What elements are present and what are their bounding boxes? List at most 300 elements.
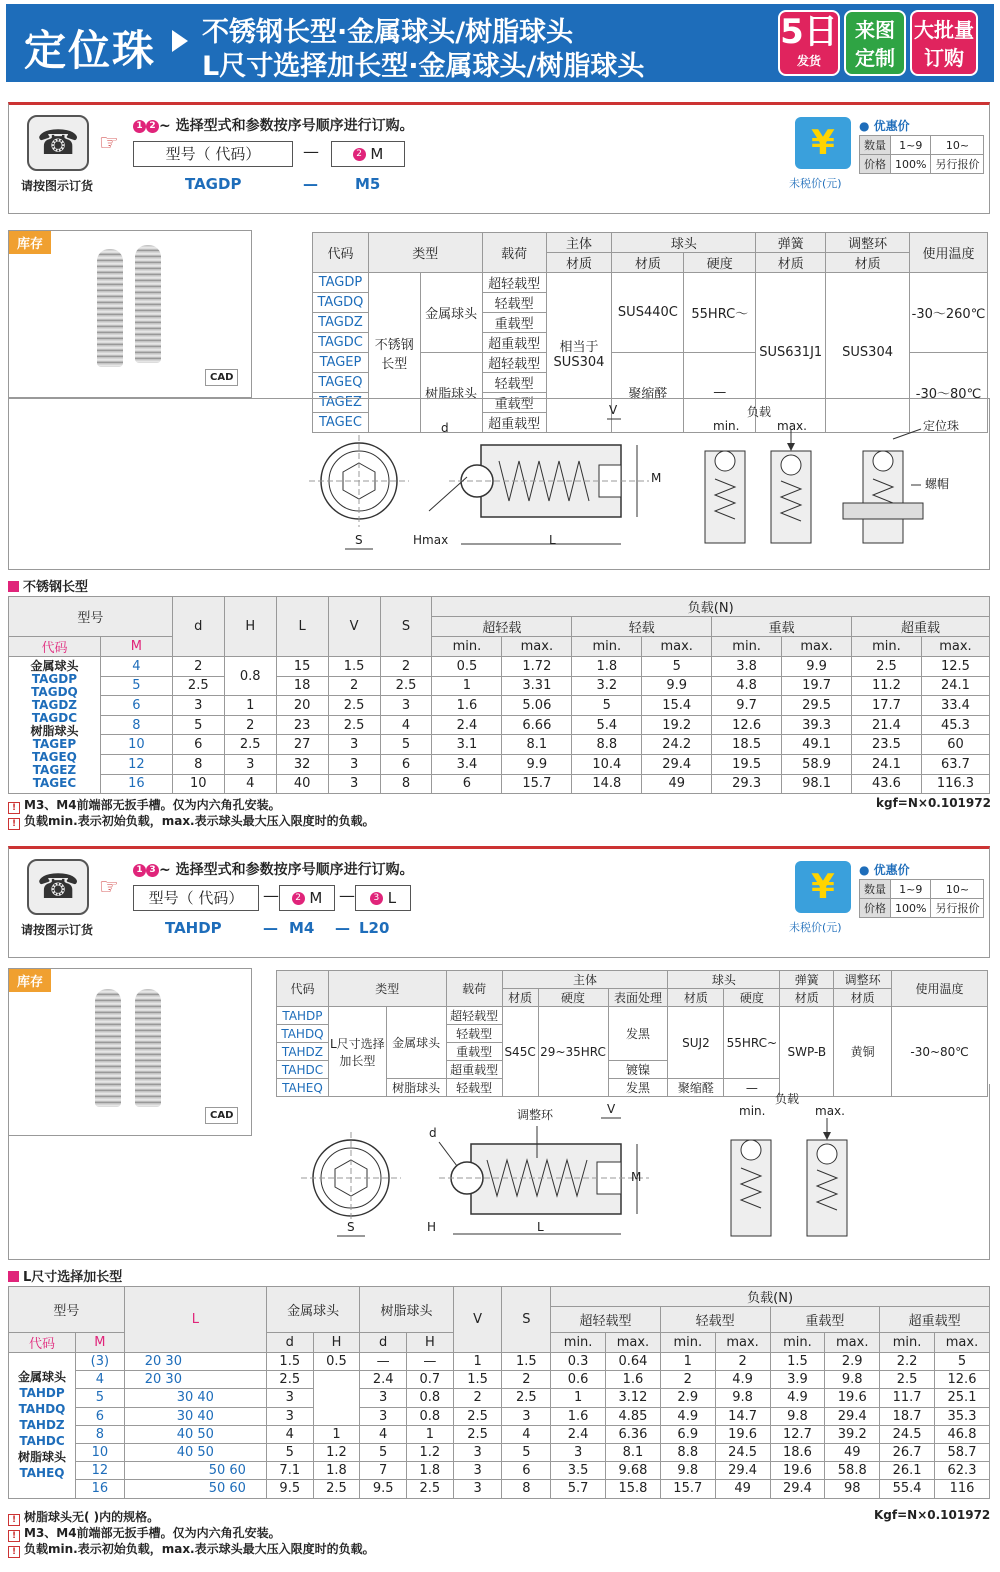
table-cell: 49.1: [782, 735, 852, 755]
table-cell: 63.7: [921, 754, 989, 774]
table-cell: 3: [453, 1443, 502, 1461]
table-row: [9, 676, 990, 696]
table-cell: 9.8: [660, 1462, 715, 1480]
table-cell: 15.4: [642, 696, 712, 716]
row-code: TAGDC: [31, 711, 78, 726]
table-cell: 7: [360, 1462, 407, 1480]
table-row: [9, 657, 990, 677]
pointing-hand-icon: ☞: [99, 875, 119, 900]
table-cell: 2.5: [453, 1425, 502, 1443]
table-cell: 9.5: [360, 1480, 407, 1498]
table-cell: 2.5: [313, 1480, 360, 1498]
table-cell: 0.3: [551, 1353, 606, 1371]
table-cell: 29.5: [782, 696, 852, 716]
note-2c: ! 负载min.表示初始负载，max.表示球头最大压入限度时的负载。: [8, 1540, 375, 1558]
table-cell: 4: [76, 1371, 125, 1389]
table-cell: 4.9: [660, 1407, 715, 1425]
table-cell: 12.6: [935, 1371, 990, 1389]
table-cell: 9.9: [782, 657, 852, 677]
table-cell: 6: [380, 754, 432, 774]
table-cell: 8: [100, 715, 172, 735]
table-row: [9, 1425, 990, 1443]
label-ball: 定位珠: [923, 419, 960, 433]
table-cell: 14.7: [715, 1407, 770, 1425]
note-1a: ! M3、M4前端部无扳手槽。仅为内六角孔安装。: [8, 796, 281, 814]
table-cell: 19.7: [782, 676, 852, 696]
table-cell: 25.1: [935, 1389, 990, 1407]
table-cell: 9.8: [825, 1371, 880, 1389]
table-row: [9, 1443, 990, 1461]
table-cell: 27: [276, 735, 328, 755]
table-cell: 4: [502, 1425, 551, 1443]
table-cell: 24.5: [880, 1425, 935, 1443]
table-cell: 2.5: [224, 735, 276, 755]
table-cell: 2.4: [432, 715, 502, 735]
table-cell: 3.1: [432, 735, 502, 755]
table-cell: 40: [276, 774, 328, 794]
spec-table-4: 型号 L 金属球头 树脂球头 V S 负载(N) 超轻载型 轻载型 重载型 超重载型 代码 M d H d H min. max. min. max. min. max. min. max. 金属球头 TAHDP TAHDQ TAHDZ TAHDC 树脂球头 TAHEQ (3) 20 30 1.5 0.5 — — 1 1.5 0.3 0.64 1 2 1.5 2.9 2.2 5 4 20 30 2.5 2.4 0.7 1.5 2 0.6 1.6 2 4.9 3.9 9.8 2.5 12.6 5 30 40 3 3 0.8 2 2.5 1 3.12 2.9 9.8 4.9 19.6 11.7 25.1 6 30 40 3 3 0.8 2.5 3 1.6 4.85 4.9 14.7 9.8 29.4 18.7 35.3 8 40 50 4 1 4 1 2.5 4 2.4 6.36 6.9 19.6 12.7 39.2 24.5 46.8 10 40 50 5 1.2 5 1.2 3 5 3 8.1 8.8 24.5 18.6 49 26.7 58.7 12 50 60 7.1 1.8 7 1.8 3 6 3.5 9.68 9.8 29.4 19.6 58.8 26.1 62.3 16 50 60 9.5 2.5 9.5 2.5 3 8 5.7 15.8 15.7 49 29.4 98 55.4 116: [8, 1286, 990, 1499]
table-cell: 3.5: [551, 1462, 606, 1480]
row-code: 树脂球头: [30, 724, 79, 739]
row-code: TAHDC: [19, 1434, 65, 1449]
table-cell: 40 50: [124, 1425, 266, 1443]
example-m: M4: [289, 919, 315, 937]
label-m: M: [651, 471, 662, 485]
table-cell: 3.4: [432, 754, 502, 774]
kgf-note-2: Kgf=N×0.101972: [874, 1508, 991, 1522]
table-row: [9, 1462, 990, 1480]
table-cell: 9.68: [606, 1462, 661, 1480]
example-l: L20: [359, 919, 390, 937]
table-cell: 8: [172, 754, 224, 774]
table-cell: 18.7: [880, 1407, 935, 1425]
label-s: S: [355, 533, 363, 547]
table-cell: 0.5: [313, 1353, 360, 1371]
table-cell: 16: [100, 774, 172, 794]
table-cell: 19.2: [642, 715, 712, 735]
table-cell: 6: [76, 1407, 125, 1425]
table-cell: 1.72: [502, 657, 572, 677]
row-code: TAGEP: [32, 737, 77, 752]
table-cell: 29.4: [825, 1407, 880, 1425]
table-cell: 6: [172, 735, 224, 755]
table-cell: 12: [100, 754, 172, 774]
table-cell: 20 30: [124, 1371, 266, 1389]
table-cell: 1.5: [266, 1353, 313, 1371]
yen-icon: ¥: [795, 117, 851, 169]
table-cell: 2.5: [880, 1371, 935, 1389]
table-cell: 18: [276, 676, 328, 696]
table-row: [9, 1389, 990, 1407]
table-cell: 2.5: [407, 1480, 454, 1498]
table-row: [9, 715, 990, 735]
example-m: M5: [355, 175, 381, 193]
label-h: H: [427, 1220, 437, 1234]
table-cell: —: [407, 1353, 454, 1371]
row-code: TAHDP: [19, 1386, 65, 1401]
table-cell: 2: [328, 676, 380, 696]
label-m: M: [631, 1170, 642, 1184]
table-cell: 19.6: [825, 1389, 880, 1407]
product-image-1: [8, 230, 252, 398]
table-cell: 8.1: [502, 735, 572, 755]
table-cell: 2: [172, 657, 224, 677]
table-cell: 3.12: [606, 1389, 661, 1407]
table-cell: 0.8: [224, 657, 276, 696]
diagram-2: [8, 1084, 990, 1260]
note-2b: ! M3、M4前端部无扳手槽。仅为内六角孔安装。: [8, 1524, 281, 1542]
dash: —: [335, 919, 350, 937]
table-cell: 1: [407, 1425, 454, 1443]
table-cell: —: [360, 1353, 407, 1371]
table-cell: 116.3: [921, 774, 989, 794]
table-cell: 40 50: [124, 1443, 266, 1461]
label-d: d: [441, 421, 449, 435]
table-cell: 4.9: [715, 1371, 770, 1389]
table-cell: 10: [172, 774, 224, 794]
table-cell: 24.1: [921, 676, 989, 696]
table-cell: 49: [825, 1443, 880, 1461]
table-cell: 3: [380, 696, 432, 716]
table-row: [9, 696, 990, 716]
table-cell: 5.06: [502, 696, 572, 716]
table-cell: 1.2: [407, 1443, 454, 1461]
yen-icon: ¥: [795, 861, 851, 913]
label-load: 负载: [775, 1092, 800, 1106]
table-cell: 0.5: [432, 657, 502, 677]
table-cell: 24.2: [642, 735, 712, 755]
row-code: TAHEQ: [19, 1466, 65, 1481]
phone-label: 请按图示订货: [21, 179, 94, 193]
table-row: [9, 735, 990, 755]
header-line2: L尺寸选择加长型·金属球头/树脂球头: [202, 51, 645, 82]
table-cell: 10.4: [572, 754, 642, 774]
table-cell: 8.1: [606, 1443, 661, 1461]
table-cell: 98: [825, 1480, 880, 1498]
table-cell: 8: [502, 1480, 551, 1498]
table-cell: 3: [502, 1407, 551, 1425]
label-nut: 螺帽: [925, 477, 950, 491]
example-code: TAHDP: [165, 919, 222, 937]
table-cell: 11.2: [852, 676, 922, 696]
dash: —: [339, 886, 355, 905]
table-cell: 18.5: [712, 735, 782, 755]
header-title: 定位珠: [24, 26, 157, 75]
table-cell: 2.5: [328, 696, 380, 716]
stock-label: 库存: [9, 231, 51, 254]
header-arrow-icon: [172, 30, 188, 52]
table-cell: 8.8: [660, 1443, 715, 1461]
dash: —: [303, 175, 318, 193]
cad-icon[interactable]: CAD: [205, 1107, 238, 1124]
table-cell: 2: [224, 715, 276, 735]
table-cell: 24.1: [852, 754, 922, 774]
order-box-2: [8, 846, 990, 958]
row-code: TAGEC: [32, 776, 77, 791]
table-cell: 8: [380, 774, 432, 794]
table-row: [9, 1353, 990, 1371]
table-cell: 3: [551, 1443, 606, 1461]
table-cell: 5: [172, 715, 224, 735]
label-s: S: [347, 1220, 355, 1234]
table-cell: 0.7: [407, 1371, 454, 1389]
table-cell: 1.6: [432, 696, 502, 716]
table-cell: 3: [453, 1462, 502, 1480]
table-cell: 32: [276, 754, 328, 774]
table-cell: 2.5: [172, 676, 224, 696]
table-cell: 30 40: [124, 1407, 266, 1425]
spec-table-3: 代码 类型 载荷 主体 球头 弹簧 调整环 使用温度 材质 硬度 表面处理 材质 硬度 材质 材质 TAHDP L尺寸选择加长型 金属球头 超轻载型 S45C 29~35HRC 发黑 SUJ2 55HRC~ SWP-B 黄铜 -30~80℃ TAHDQ 轻载型 TAHDZ 重载型 TAHDC 超重载型 镀镍 TAHEQ 树脂球头 轻载型 发黑 聚缩醛 —: [276, 970, 988, 1097]
label-max: max.: [815, 1104, 845, 1118]
badge-bulk: 大批量 订购: [910, 10, 978, 76]
row-code: TAGEQ: [32, 750, 77, 765]
table-cell: 43.6: [852, 774, 922, 794]
screw-image: [97, 249, 123, 367]
label-load: 负载: [747, 405, 772, 419]
table-cell: 6: [100, 696, 172, 716]
table-cell: 46.8: [935, 1425, 990, 1443]
label-min: min.: [713, 419, 740, 433]
table-cell: 16: [76, 1480, 125, 1498]
table-cell: 1.8: [313, 1462, 360, 1480]
m-box[interactable]: 2 M: [331, 141, 405, 167]
table-cell: 33.4: [921, 696, 989, 716]
table-cell: 0.64: [606, 1353, 661, 1371]
table-cell: 3: [360, 1389, 407, 1407]
table-cell: 9.5: [266, 1480, 313, 1498]
table-cell: 3.2: [572, 676, 642, 696]
cad-icon[interactable]: CAD: [205, 369, 238, 386]
table-cell: 2.5: [502, 1389, 551, 1407]
table-cell: 2: [453, 1389, 502, 1407]
row-code: 树脂球头: [18, 1450, 67, 1465]
label-v: V: [609, 403, 618, 417]
table-cell: 2.5: [453, 1407, 502, 1425]
table-cell: 4.8: [712, 676, 782, 696]
table-cell: 4: [100, 657, 172, 677]
table-cell: 2.5: [266, 1371, 313, 1389]
table-cell: 1: [660, 1353, 715, 1371]
table-cell: 18.6: [770, 1443, 825, 1461]
table-cell: 10: [100, 735, 172, 755]
table-cell: 15: [276, 657, 328, 677]
table-row: [9, 1407, 990, 1425]
table-cell: 12.5: [921, 657, 989, 677]
row-code: TAHDQ: [18, 1402, 66, 1417]
page-header: [6, 4, 994, 82]
row-code: TAHDZ: [19, 1418, 65, 1433]
table-cell: 1: [551, 1389, 606, 1407]
table-cell: 98.1: [782, 774, 852, 794]
table-cell: 23.5: [852, 735, 922, 755]
price-table: 数量 1~9 10~ 价格 100% 另行报价: [859, 879, 984, 918]
table-cell: 58.9: [782, 754, 852, 774]
table-cell: 1: [453, 1353, 502, 1371]
kgf-note-1: kgf=N×0.101972: [876, 796, 991, 810]
pointing-hand-icon: ☞: [99, 131, 119, 156]
table-cell: 20 30: [124, 1353, 266, 1371]
table-cell: 2.5: [380, 676, 432, 696]
table-cell: 49: [715, 1480, 770, 1498]
header-line1: 不锈钢长型·金属球头/树脂球头: [202, 17, 574, 48]
table-row: [9, 1480, 990, 1498]
table-cell: 0.6: [551, 1371, 606, 1389]
table-cell: 8: [76, 1425, 125, 1443]
untaxed-label: 未税价(元): [789, 177, 842, 190]
table-cell: 6: [432, 774, 502, 794]
table-cell: 2.2: [880, 1353, 935, 1371]
section-title-2: L尺寸选择加长型: [8, 1266, 122, 1285]
table-cell: 2.4: [551, 1425, 606, 1443]
dash: —: [303, 142, 319, 161]
table-cell: 9.7: [712, 696, 782, 716]
spec-table-1: 代码 类型 载荷 主体 球头 弹簧 调整环 使用温度 材质 材质 硬度 材质 材质 TAGDP 不锈钢长型 金属球头 超轻载型 相当于SUS304 SUS440C 55HRC～ SUS631J1 SUS304 -30～260℃ TAGDQ 轻载型 TAGDZ 重载型 TAGDC 超重载型 TAGEP 树脂球头 超轻载型 聚缩醛 — -30～80℃ TAGEQ 轻载型 TAGEZ 重载型 TAGEC 超重载型: [312, 232, 988, 433]
table-cell: 15.8: [606, 1480, 661, 1498]
table-cell: 1: [224, 696, 276, 716]
table-cell: 1.5: [328, 657, 380, 677]
table-cell: 6.9: [660, 1425, 715, 1443]
table-cell: 4: [224, 774, 276, 794]
table-cell: 8.8: [572, 735, 642, 755]
table-cell: 6: [502, 1462, 551, 1480]
table-row: [9, 754, 990, 774]
model-code-box[interactable]: 型号（ 代码）: [133, 885, 259, 911]
discount-header: ● 优惠价: [859, 119, 910, 133]
table-cell: 14.8: [572, 774, 642, 794]
table-cell: 5: [360, 1443, 407, 1461]
table-cell: 21.4: [852, 715, 922, 735]
phone-icon: ☎: [27, 859, 89, 915]
dimension-drawing-1: [9, 399, 989, 569]
stock-label: 库存: [9, 969, 51, 992]
table-cell: 2.5: [852, 657, 922, 677]
order-box-1: [8, 102, 990, 214]
table-cell: 5.7: [551, 1480, 606, 1498]
table-cell: 3: [328, 735, 380, 755]
table-cell: 7.1: [266, 1462, 313, 1480]
table-cell: 58.8: [825, 1462, 880, 1480]
table-cell: 12.7: [770, 1425, 825, 1443]
diagram-1: [8, 398, 990, 570]
discount-header: ● 优惠价: [859, 863, 910, 877]
row-code: 金属球头: [30, 659, 79, 674]
table-cell: 26.7: [880, 1443, 935, 1461]
table-cell: 9.9: [642, 676, 712, 696]
table-cell: 4.9: [770, 1389, 825, 1407]
untaxed-label: 未税价(元): [789, 921, 842, 934]
table-cell: 3: [453, 1480, 502, 1498]
table-cell: 6.66: [502, 715, 572, 735]
table-cell: 2: [660, 1371, 715, 1389]
table-cell: 29.4: [715, 1462, 770, 1480]
table-cell: 3: [328, 754, 380, 774]
table-cell: 1.5: [502, 1353, 551, 1371]
table-cell: 2: [380, 657, 432, 677]
table-cell: 55.4: [880, 1480, 935, 1498]
table-cell: 45.3: [921, 715, 989, 735]
table-cell: 1.8: [407, 1462, 454, 1480]
table-cell: 10: [76, 1443, 125, 1461]
badge-custom: 来图 定制: [844, 10, 906, 76]
table-cell: 5: [100, 676, 172, 696]
l-box[interactable]: 3 L: [355, 885, 411, 911]
table-cell: 5: [380, 735, 432, 755]
badge-5day: 5日 发货: [778, 10, 840, 76]
table-cell: 1.8: [572, 657, 642, 677]
table-cell: 5: [935, 1353, 990, 1371]
table-cell: 19.6: [770, 1462, 825, 1480]
row-code: TAGDQ: [31, 685, 78, 700]
table-cell: 9.9: [502, 754, 572, 774]
row-code: TAGEZ: [32, 763, 77, 778]
table-cell: 49: [642, 774, 712, 794]
table-cell: 3: [266, 1407, 313, 1425]
m-box[interactable]: 2 M: [279, 885, 335, 911]
table-cell: 29.4: [642, 754, 712, 774]
note-1b: ! 负载min.表示初始负载，max.表示球头最大压入限度时的负载。: [8, 812, 375, 830]
table-cell: 4: [266, 1425, 313, 1443]
table-cell: 1.5: [770, 1353, 825, 1371]
model-code-box[interactable]: 型号（ 代码）: [133, 141, 293, 167]
table-cell: 19.5: [712, 754, 782, 774]
table-cell: 30 40: [124, 1389, 266, 1407]
table-cell: 19.6: [715, 1425, 770, 1443]
section-title-1: 不锈钢长型: [8, 576, 88, 595]
table-cell: 12.6: [712, 715, 782, 735]
table-cell: 2: [715, 1353, 770, 1371]
phone-icon: ☎: [27, 115, 89, 171]
table-cell: 15.7: [502, 774, 572, 794]
table-cell: 3: [328, 774, 380, 794]
label-l: L: [537, 1220, 544, 1234]
table-cell: 2.9: [825, 1353, 880, 1371]
table-cell: 2.4: [360, 1371, 407, 1389]
table-cell: 50 60: [124, 1462, 266, 1480]
table-cell: 2.9: [660, 1389, 715, 1407]
table-cell: 3.9: [770, 1371, 825, 1389]
table-cell: 1.6: [606, 1371, 661, 1389]
label-hmax: Hmax: [413, 533, 449, 547]
table-cell: 11.7: [880, 1389, 935, 1407]
table-cell: 1.2: [313, 1443, 360, 1461]
table-cell: 6.36: [606, 1425, 661, 1443]
table-cell: 3: [172, 696, 224, 716]
table-cell: 3: [224, 754, 276, 774]
table-cell: 5: [76, 1389, 125, 1407]
table-cell: 2.5: [328, 715, 380, 735]
table-cell: 5: [502, 1443, 551, 1461]
table-cell: 4: [360, 1425, 407, 1443]
table-cell: 3: [360, 1407, 407, 1425]
table-cell: 15.7: [660, 1480, 715, 1498]
label-d: d: [429, 1126, 437, 1140]
label-min: min.: [739, 1104, 766, 1118]
row-code: 金属球头: [18, 1370, 67, 1385]
row-code: TAGDZ: [31, 698, 77, 713]
price-table: 数量 1~9 10~ 价格 100% 另行报价: [859, 135, 984, 174]
screw-image: [135, 245, 161, 363]
table-cell: 26.1: [880, 1462, 935, 1480]
table-cell: 5: [572, 696, 642, 716]
label-v: V: [607, 1102, 616, 1116]
table-cell: 0.8: [407, 1389, 454, 1407]
table-cell: 17.7: [852, 696, 922, 716]
table-cell: 3.31: [502, 676, 572, 696]
table-cell: 2: [502, 1371, 551, 1389]
table-cell: 4: [380, 715, 432, 735]
table-cell: 9.8: [770, 1407, 825, 1425]
table-cell: 12: [76, 1462, 125, 1480]
